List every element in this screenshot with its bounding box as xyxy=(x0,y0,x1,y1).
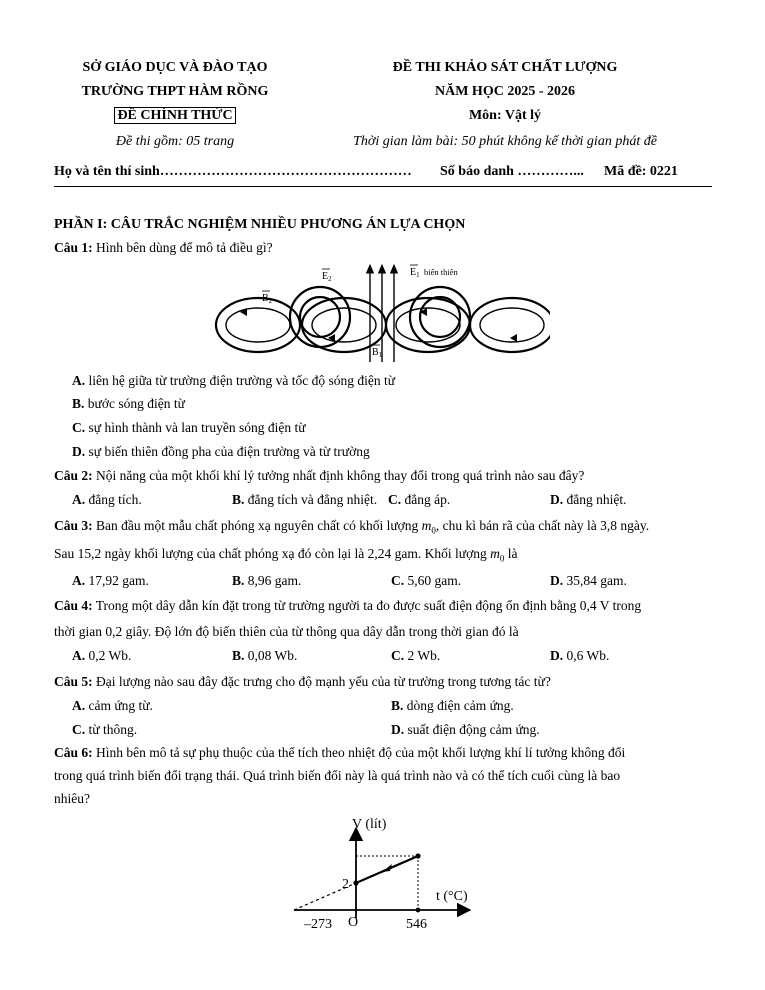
department-name: SỞ GIÁO DỤC VÀ ĐÀO TẠO xyxy=(82,60,268,75)
subject: Môn: Vật lý xyxy=(468,108,542,123)
b1-label: $B_1$ xyxy=(372,347,383,359)
candidate-number-field: Số báo danh …………... xyxy=(440,164,584,179)
e2-label: $E_2$ xyxy=(322,271,332,283)
official-label: ĐỀ CHÍNH THỨC xyxy=(114,107,235,124)
header-divider xyxy=(54,186,712,187)
exam-code: Mã đề: 0221 xyxy=(604,164,678,179)
question-5: Câu 5: Đại lượng nào sau đây đặc trưng cho độ mạnh yếu của từ trường trong tương tác từ? xyxy=(54,674,551,689)
section-title: PHẦN I: CÂU TRẮC NGHIỆM NHIỀU PHƯƠNG ÁN LỰA CHỌN xyxy=(54,217,466,232)
question-label: Câu 1: xyxy=(54,240,93,255)
question-2: Câu 2: Nội năng của một khối khí lý tưởng nhất định không thay đổi trong quá trình nào sau đây? xyxy=(54,468,585,483)
exam-title: ĐỀ THI KHẢO SÁT CHẤT LƯỢNG xyxy=(392,60,618,75)
q3-option-b: B. 8,96 gam. xyxy=(232,573,302,588)
q4-option-b: B. 0,08 Wb. xyxy=(232,648,298,663)
question-4: Câu 4: Trong một dây dẫn kín đặt trong từ trường người ta đo được suất điện động ổn định bằng 0,4 V trong xyxy=(54,598,642,613)
q4-option-c: C. 2 Wb. xyxy=(391,648,441,663)
graph-y-tick: 2 xyxy=(342,877,349,892)
q2-option-a: A. đẳng tích. xyxy=(72,492,142,507)
candidate-name-field: Họ và tên thí sinh……………………………………………… xyxy=(54,164,412,179)
official-label-wrap xyxy=(40,108,310,124)
q3-option-d: D. 35,84 gam. xyxy=(550,573,627,588)
q1-option-c: C. sự hình thành và lan truyền sóng điện từ xyxy=(72,420,306,435)
q1-option-a: A. liên hệ giữa từ trường điện trường và tốc độ sóng điện từ xyxy=(72,373,396,388)
q1-option-d: D. sự biến thiên đồng pha của điện trường và từ trường xyxy=(72,444,370,459)
q3-option-a: A. 17,92 gam. xyxy=(72,573,149,588)
em-wave-figure xyxy=(210,262,550,364)
q5-option-b: B. dòng điện cảm ứng. xyxy=(391,698,514,713)
vt-graph xyxy=(290,810,490,940)
graph-origin: O xyxy=(348,915,359,930)
graph-x-neg: –273 xyxy=(304,917,332,932)
question-4-cont: thời gian 0,2 giây. Độ lớn độ biến thiên của từ thông qua dây dẫn trong thời gian đó là xyxy=(54,624,519,639)
q2-option-b: B. đẳng tích và đẳng nhiệt. xyxy=(232,492,378,507)
q5-option-d: D. suất điện động cảm ứng. xyxy=(391,722,540,737)
question-6-cont2: nhiêu? xyxy=(54,791,90,806)
q2-option-d: D. đẳng nhiệt. xyxy=(550,492,627,507)
q5-option-c: C. từ thông. xyxy=(72,722,138,737)
e1-note: biến thiên xyxy=(424,267,458,277)
question-6: Câu 6: Hình bên mô tả sự phụ thuộc của thể tích theo nhiệt độ của một khối lượng khí lí tưởng không đổi xyxy=(54,745,626,760)
q5-option-a: A. cảm ứng từ. xyxy=(72,698,153,713)
question-1 xyxy=(54,240,273,256)
school-name: TRƯỜNG THPT HÀM RỒNG xyxy=(81,84,269,99)
q4-option-d: D. 0,6 Wb. xyxy=(550,648,610,663)
graph-x-label: t (°C) xyxy=(436,889,468,904)
q2-option-c: C. đẳng áp. xyxy=(388,492,451,507)
e1-label: $E_1$ xyxy=(410,267,420,279)
graph-y-label: V (lít) xyxy=(352,817,387,832)
exam-time: Thời gian làm bài: 50 phút không kể thời gian phát đề xyxy=(353,134,657,149)
b2-label: $B_2$ xyxy=(262,293,273,305)
graph-x-tick: 546 xyxy=(406,917,427,932)
question-text: Hình bên dùng để mô tả điều gì? xyxy=(96,240,273,255)
q3-option-c: C. 5,60 gam. xyxy=(391,573,462,588)
school-year: NĂM HỌC 2025 - 2026 xyxy=(435,84,575,99)
page-count: Đề thi gồm: 05 trang xyxy=(115,134,235,149)
question-3: Câu 3: Ban đầu một mẫu chất phóng xạ nguyên chất có khối lượng $m_0$, chu kì bán rã của chất này là 3,8 ngày. xyxy=(54,518,650,536)
question-3-cont: Sau 15,2 ngày khối lượng của chất phóng xạ đó còn lại là 2,24 gam. Khối lượng $m_0$ là xyxy=(54,546,518,564)
q1-option-b: B. bước sóng điện từ xyxy=(72,396,185,411)
q4-option-a: A. 0,2 Wb. xyxy=(72,648,132,663)
question-6-cont: trong quá trình biến đổi trạng thái. Quá trình biến đổi này là quá trình nào và có thể tích cuối cùng là bao xyxy=(54,768,621,783)
